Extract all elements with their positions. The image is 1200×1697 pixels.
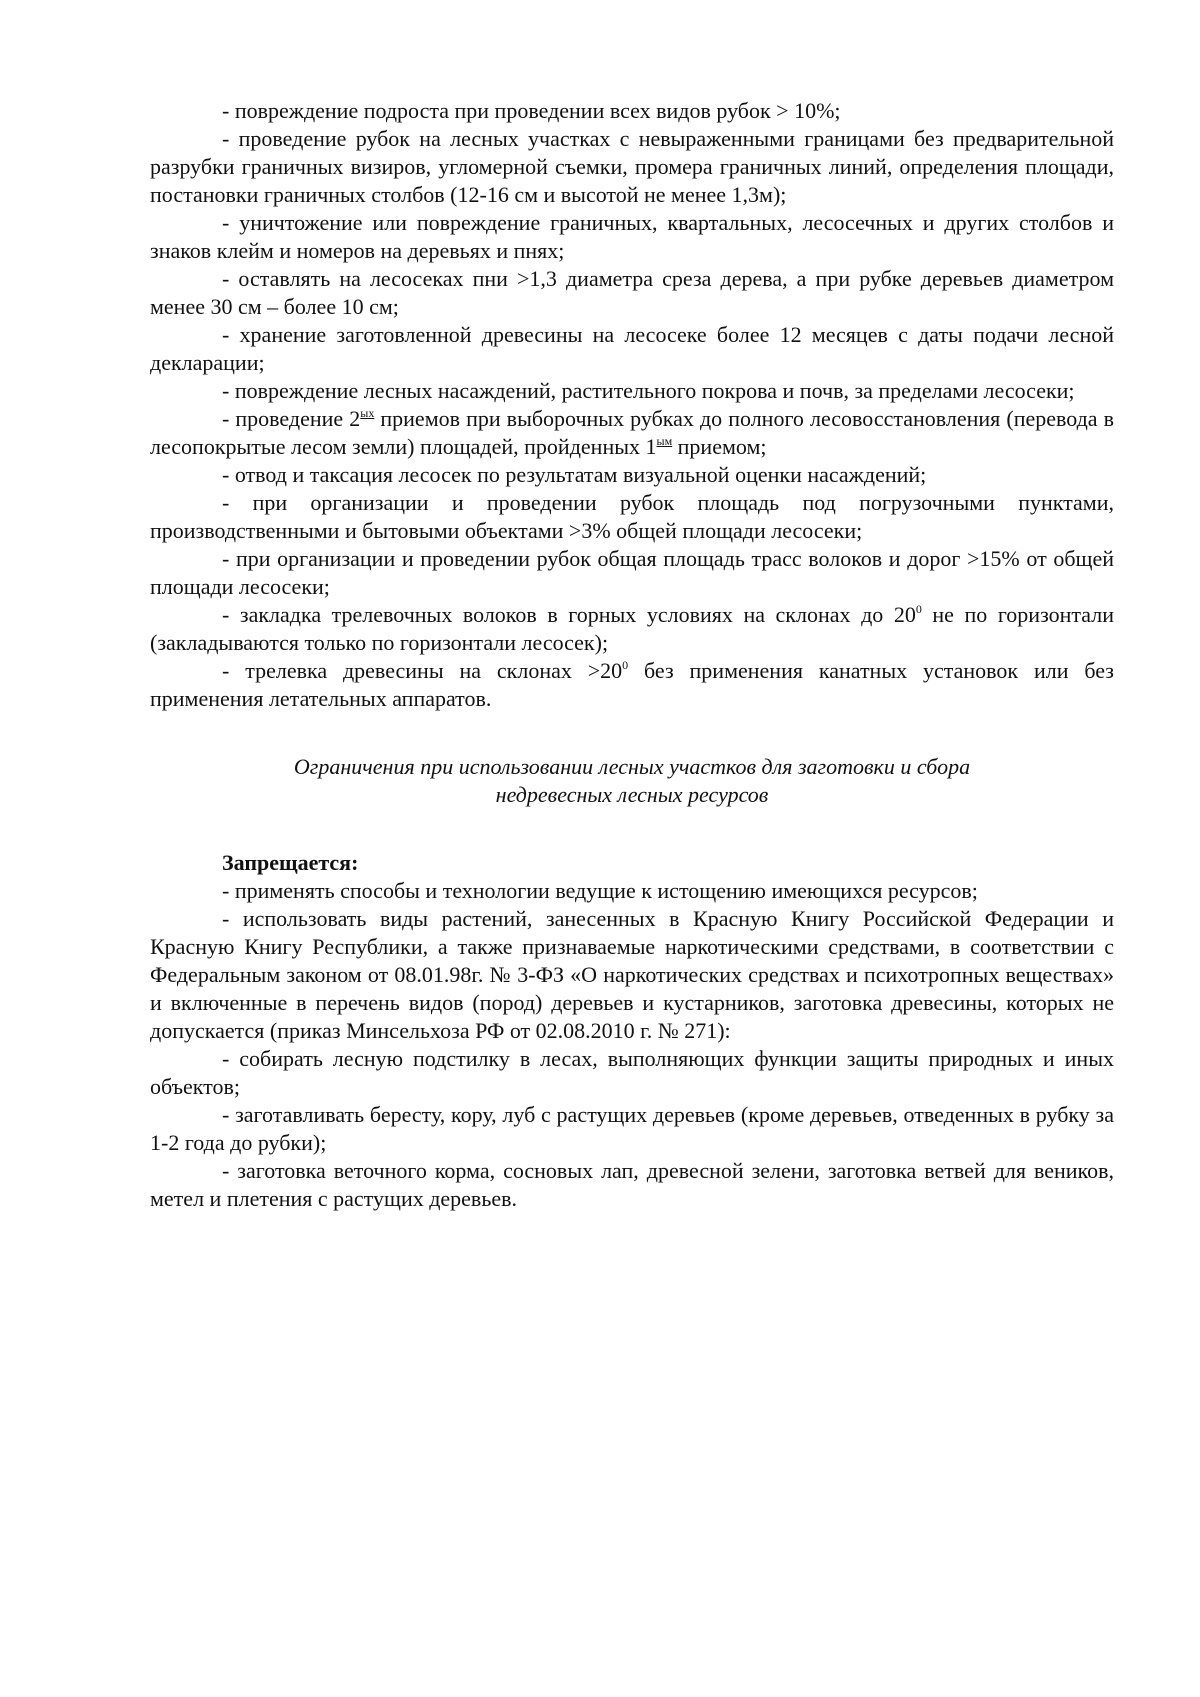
item-text: - хранение заготовленной древесины на лесосеке более 12 месяцев с даты подачи лесной декларации;: [150, 322, 1114, 375]
item-text: - трелевка древесины на склонах >20: [222, 658, 623, 683]
degree-superscript: 0: [915, 602, 922, 616]
item-text: - повреждение лесных насаждений, растительного покрова и почв, за пределами лесосеки;: [222, 378, 1075, 403]
item-text: не по горизонтали (закладываются только по горизонтали лесосек);: [150, 602, 1114, 655]
list-item: [150, 209, 1114, 265]
section-title: [150, 753, 1114, 809]
prohibited-heading: Запрещается:: [222, 850, 359, 875]
item-text: без применения канатных установок или без применения летательных аппаратов.: [150, 658, 1115, 711]
list-item: [150, 877, 1114, 905]
item-text: - закладка трелевочных волоков в горных условиях на склонах до 20: [222, 602, 916, 627]
ordinal-superscript: ых: [360, 406, 375, 420]
list-item: [150, 1045, 1114, 1101]
section-title-line: Ограничения при использовании лесных участков для заготовки и сбора: [293, 754, 971, 779]
list-item: [150, 321, 1114, 377]
item-text: - использовать виды растений, занесенных в Красную Книгу Российской Федерации и Красную Книгу Республики, а также признаваемые наркотическими средствами, в соответствии с Федеральным законом от 08.01.98г. № 3-ФЗ «О наркотических средствах и психотропных веществах» и включенные в перечень видов (пород) деревьев и кустарников, заготовка древесины, которых не допускается (приказ Минсельхоза РФ от 02.08.2010 г. № 271):: [150, 906, 1114, 1043]
document-page: [150, 97, 1114, 1213]
list-item: [150, 1101, 1114, 1157]
list-item: [150, 377, 1114, 405]
list-item: [150, 1157, 1114, 1213]
list-item: [150, 405, 1114, 461]
list-item: [150, 265, 1114, 321]
item-text: - собирать лесную подстилку в лесах, выполняющих функции защиты природных и иных объектов;: [150, 1046, 1114, 1099]
item-text: приемом;: [672, 434, 767, 459]
list-item: [150, 905, 1114, 1045]
prohibited-list: [150, 877, 1114, 1213]
list-item: [150, 97, 1114, 125]
item-text: - при организации и проведении рубок общая площадь трасс волоков и дорог >15% от общей площади лесосеки;: [150, 546, 1114, 599]
item-text: - проведение 2: [222, 406, 361, 431]
item-text: - при организации и проведении рубок площадь под погрузочными пунктами, производственными и бытовыми объектами >3% общей площади лесосеки;: [150, 490, 1114, 543]
degree-superscript: 0: [622, 658, 629, 672]
item-text: - повреждение подроста при проведении всех видов рубок > 10%;: [222, 98, 841, 123]
list-item: [150, 461, 1114, 489]
ordinal-superscript: ым: [656, 434, 673, 448]
item-text: - уничтожение или повреждение граничных, квартальных, лесосечных и других столбов и знаков клейм и номеров на деревьях и пнях;: [150, 210, 1114, 263]
item-text: приемов при выборочных рубках до полного лесовосстановления (перевода в лесопокрытые лесом земли) площадей, пройденных 1: [150, 406, 1115, 459]
list-item: [150, 125, 1114, 209]
list-item: [150, 545, 1114, 601]
list-item: [150, 657, 1114, 713]
list-item: [150, 489, 1114, 545]
item-text: - применять способы и технологии ведущие к истощению имеющихся ресурсов;: [222, 878, 978, 903]
item-text: - отвод и таксация лесосек по результатам визуальной оценки насаждений;: [222, 462, 927, 487]
item-text: - заготавливать бересту, кору, луб с растущих деревьев (кроме деревьев, отведенных в рубку за 1-2 года до рубки);: [150, 1102, 1114, 1155]
restrictions-list: [150, 97, 1114, 713]
item-text: - проведение рубок на лесных участках с невыраженными границами без предварительной разрубки граничных визиров, угломерной съемки, промера граничных линий, определения площади, постановки граничных столбов (12-16 см и высотой не менее 1,3м);: [150, 126, 1114, 207]
item-text: - заготовка веточного корма, сосновых лап, древесной зелени, заготовка ветвей для веников, метел и плетения с растущих деревьев.: [150, 1158, 1114, 1211]
section-title-line: недревесных лесных ресурсов: [495, 782, 769, 807]
list-item: [150, 601, 1114, 657]
item-text: - оставлять на лесосеках пни >1,3 диаметра среза дерева, а при рубке деревьев диаметром менее 30 см – более 10 см;: [150, 266, 1114, 319]
